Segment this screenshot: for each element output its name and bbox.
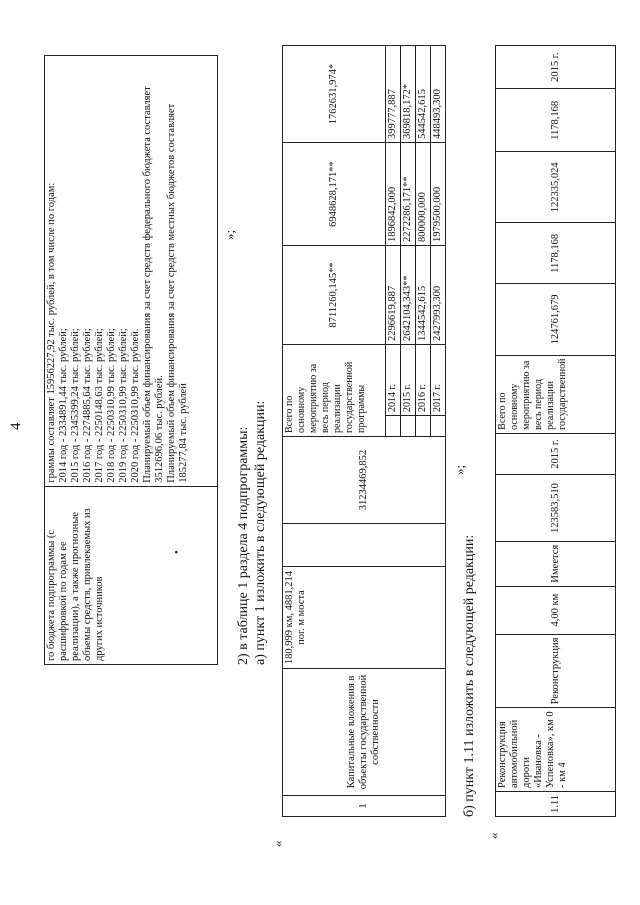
table1-year: 2015 г.: [401, 345, 416, 416]
table1-capacity: 180,999 км, 4881,214 пог. м моста: [283, 567, 446, 669]
table1-spacer: [386, 416, 401, 437]
table2-open-quote: «: [486, 832, 501, 839]
top-table-left-text: го бюджета подпрограммы (с расшифровкой по годам ее реализации), а также прогнозные объемы средств, привлекаемых из других источников: [46, 508, 105, 661]
funding-line: 2018 год - 2250310,99 тыс. рублей;: [106, 328, 117, 483]
table1-summary-v3: 1762631,974*: [283, 46, 386, 143]
funding-line: граммы составляет 15956227,92 тыс. рублей, в том числе по годам:: [46, 182, 57, 483]
table1-year-v1: 2642104,343**: [401, 246, 416, 345]
table1-summary-v2: 6948628,171**: [283, 143, 386, 246]
table2-status: Имеется: [496, 541, 616, 586]
close-mark: »;: [222, 229, 237, 240]
table1-year-v1: 1344542,615: [416, 246, 431, 345]
table2-length: 4,00 км: [496, 586, 616, 634]
table1-year: 2017 г.: [431, 345, 446, 416]
table2-row-no: 1.11: [496, 792, 616, 817]
top-table-left-cell: [45, 486, 218, 664]
table2-summary-label: Всего по основному мероприятию за весь период реализации государственной: [496, 355, 616, 433]
table1-year-v3: 399777,887: [386, 46, 401, 143]
table1-summary-v1: 8711260,145**: [283, 246, 386, 345]
funding-line: Планируемый объем финансирования за счет средств местных бюджетов составляет 185277,84 тыс. рублей: [166, 103, 189, 483]
top-table-right-cell: [45, 56, 218, 487]
table-point-1-11: [495, 45, 616, 817]
top-table: [44, 55, 218, 665]
funding-line: Планируемый объем финансирования за счет средств федерального бюджета составляет 3512696,06 тыс. рублей.: [142, 86, 165, 483]
table1-empty-col: [283, 524, 446, 567]
table1-year-v1: 2427993,300: [431, 246, 446, 345]
table2-total: 124761,679: [496, 284, 616, 355]
table2-end-year: 2015 г.: [496, 46, 616, 89]
table1-year: 2014 г.: [386, 345, 401, 416]
table1-year-v2: 1896842,000: [386, 143, 401, 246]
funding-line: 2016 год - 2274885,64 тыс. рублей;: [82, 328, 93, 483]
table1-row-no: 1: [283, 796, 446, 817]
table1-year-v3: 448493,300: [431, 46, 446, 143]
funding-line: 2020 год - 2250310,99 тыс. рублей.: [130, 328, 141, 483]
table2-value-a: 1178,168: [496, 223, 616, 284]
table1-spacer: [416, 416, 431, 437]
heading-point-a: а) пункт 1 изложить в следующей редакции:: [253, 400, 268, 665]
table1-year-v2: 800000,000: [416, 143, 431, 246]
table1-year-v3: 544542,615: [416, 46, 431, 143]
table1-year: 2016 г.: [416, 345, 431, 416]
funding-line: 2019 год - 2250310,99 тыс. рублей;: [118, 328, 129, 483]
table2-type: Реконструкция: [496, 634, 616, 708]
table2-name: Реконструкция автомобильной дороги «Ивановка - Успеновка», км 0 - км 4: [496, 708, 616, 792]
bullet-mark: •: [172, 550, 183, 554]
table1-summary-label: Всего по основному мероприятию за весь период реализации государственной программы: [283, 345, 386, 437]
open-quote: «: [270, 840, 285, 847]
page-number: 4: [8, 422, 24, 430]
table2-year: 2015 г.: [496, 433, 616, 474]
funding-line: 2014 год - 2334891,44 тыс. рублей;: [58, 328, 69, 483]
table1-spacer: [431, 416, 446, 437]
table-point-1: [282, 45, 446, 817]
heading-section-2: 2) в таблице 1 раздела 4 подпрограммы:: [236, 426, 251, 665]
table1-total: 31234469,852: [283, 437, 446, 524]
table2-value-b: 122335,024: [496, 152, 616, 223]
table2-cost: 123583,510: [496, 475, 616, 542]
table1-year-v3: 369818,172*: [401, 46, 416, 143]
funding-line: 2017 год - 2250148,63 тыс. рублей;: [94, 328, 105, 483]
table1-name: Капитальные вложения в объекты государственной собственности: [283, 669, 446, 796]
table1-year-v2: 1979500,000: [431, 143, 446, 246]
funding-line: 2015 год - 2345399,24 тыс. рублей;: [70, 328, 81, 483]
table1-close-mark: »;: [452, 464, 467, 475]
table2-value-c: 1178,168: [496, 89, 616, 152]
table1-spacer: [401, 416, 416, 437]
table1-year-v1: 2296619,887: [386, 246, 401, 345]
heading-point-b: б) пункт 1.11 изложить в следующей редакции:: [462, 534, 477, 817]
table1-year-v2: 2272286,171**: [401, 143, 416, 246]
